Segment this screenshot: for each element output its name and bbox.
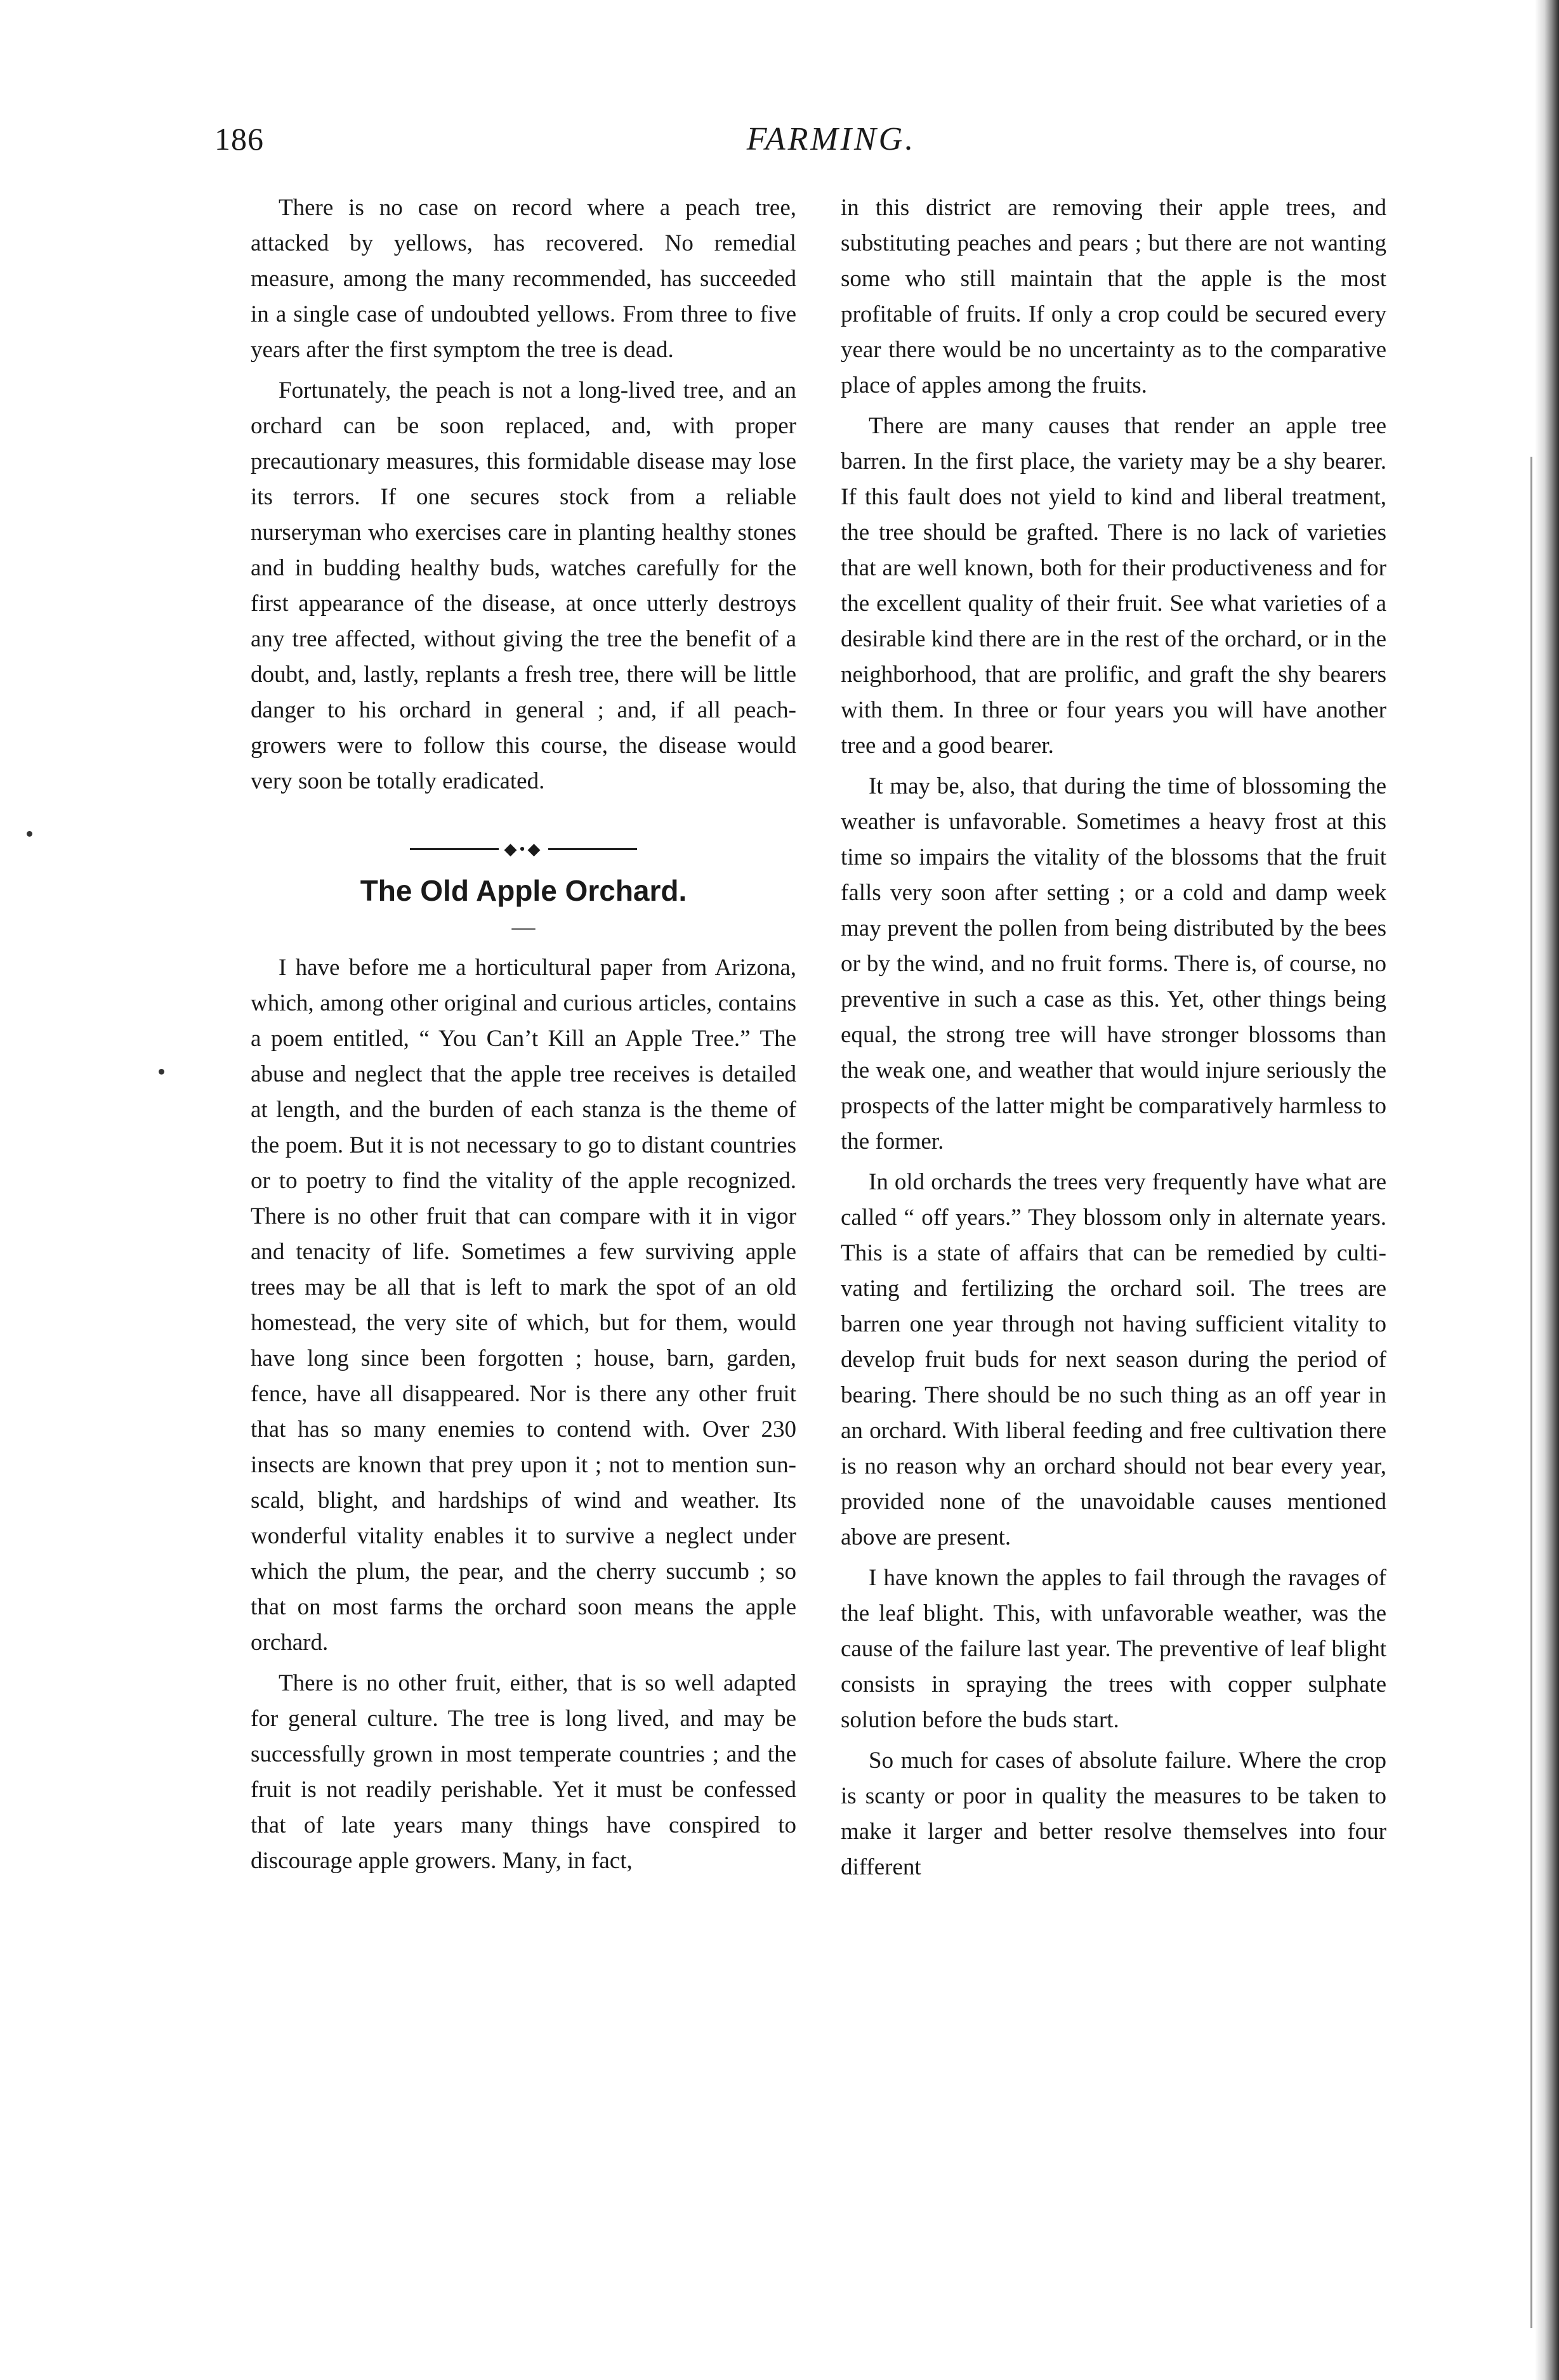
paragraph: I have known the apples to fail through the ravages of the leaf blight. This, with unfavorable weather, was the cause of the failure last year. The preventive of leaf blight consists in spraying the trees with copper sulphate solution before the buds start. [841, 1565, 1386, 1733]
section-ornament [251, 830, 796, 858]
right-column [841, 190, 1386, 1890]
ornament-rule-right [548, 848, 637, 850]
paragraph: There is no case on record where a peach tree, attacked by yellows, has recovered. No remedial measure, among the many recommended, has succeeded in a single case of undoubted yellows. From three to five years after the first symptom the tree is dead. [251, 195, 796, 363]
article-title: The Old Apple Orchard. [360, 874, 687, 907]
page-number: 186 [214, 121, 264, 157]
ornament-diamonds: ◆•◆ [504, 839, 543, 858]
paragraph: Fortunately, the peach is not a long-lived tree, and an orchard can be soon replaced, and, with proper precautionary measures, this formidable disease may lose its terrors. If one secures stock from a reliable nurseryman who exercises care in planting healthy stones and in budding healthy buds, watches carefully for the first appearance of the disease, at once utterly destroys any tree affected, without giving the tree the benefit of a doubt, and, lastly, replants a fresh tree, there will be little danger to his orchard in general ; and, if all peach-growers were to follow this course, the disease would very soon be totally eradicated. [251, 377, 796, 794]
paragraph: in this district are removing their apple trees, and substituting peaches and pears ; but there are not wanting some who still maintain that the apple is the most profitable of fruits. If only a crop could be secured every year there would be no uncertainty as to the comparative place of apples among the fruits. [841, 195, 1386, 398]
margin-mark [159, 1069, 164, 1075]
paragraph: So much for cases of absolute failure. Where the crop is scanty or poor in quality the measures to be taken to make it larger and better resolve themselves into four different [841, 1748, 1386, 1880]
paragraph: There is no other fruit, either, that is so well adapted for general culture. The tree is long lived, and may be successfully grown in most temperate countries ; and the fruit is not readily perishable. Yet it must be confessed that of late years many things have conspired to discourage apple growers. Many, in fact, [251, 1670, 796, 1874]
page-edge-line [1530, 457, 1532, 2328]
page-binding-edge [1535, 0, 1559, 2380]
paragraph: It may be, also, that during the time of blossoming the weather is unfavorable. Sometimes a heavy frost at this time so impairs the vitality of the blossoms that the fruit falls very soon after setting ; or a cold and damp week may prevent the pollen from being distributed by the bees or by the wind, and no fruit forms. There is, of course, no preventive in such a case as this. Yet, other things being equal, the strong tree will have stronger blossoms than the weak one, and weather that would injure seriously the prospects of the latter might be comparatively harmless to the former. [841, 773, 1386, 1154]
paragraph: There are many causes that render an apple tree barren. In the first place, the variety may be a shy bearer. If this fault does not yield to kind and liberal treatment, the tree should be grafted. There is no lack of varieties that are well known, both for their productiveness and for the excellent quality of their fruit. See what varieties of a desirable kind there are in the rest of the orchard, or in the neighborhood, that are prolific, and graft the shy bearers with them. In three or four years you will have another tree and a good bearer. [841, 413, 1386, 759]
paragraph: In old orchards the trees very frequently have what are called “ off years.” They blossom only in alternate years. This is a state of affairs that can be remedied by cultivating and fertilizing the orchard soil. The trees are barren one year through not having sufficient vitality to develop fruit buds for next season during the period of bearing. There should be no such thing as an off year in an orchard. With liberal feeding and free cultivation there is no reason why an orchard should not bear every year, provided none of the unavoidable causes mentioned above are present. [841, 1169, 1386, 1550]
title-dash: — [511, 914, 536, 940]
margin-mark [27, 831, 32, 837]
running-title: FARMING. [746, 121, 916, 157]
left-column [251, 190, 796, 1884]
paragraph: I have before me a horticultural paper from Arizona, which, among other original and curious articles, contains a poem entitled, “ You Can’t Kill an Apple Tree.” The abuse and neglect that the apple tree receives is detailed at length, and the burden of each stanza is the theme of the poem. But it is not necessary to go to distant countries or to poetry to find the vitality of the apple recognized. There is no other fruit that can compare with it in vigor and tenacity of life. Sometimes a few surviving apple trees may be all that is left to mark the spot of an old homestead, the very site of which, but for them, would have long since been forgotten ; house, barn, garden, fence, have all disappeared. Nor is there any other fruit that has so many enemies to contend with. Over 230 insects are known that prey upon it ; not to mention sun-scald, blight, and hardships of wind and weather. Its wonderful vitality enables it to survive a neglect under which the plum, the pear, and the cherry succumb ; so that on most farms the orchard soon means the apple orchard. [251, 955, 796, 1656]
ornament-rule-left [410, 848, 499, 850]
